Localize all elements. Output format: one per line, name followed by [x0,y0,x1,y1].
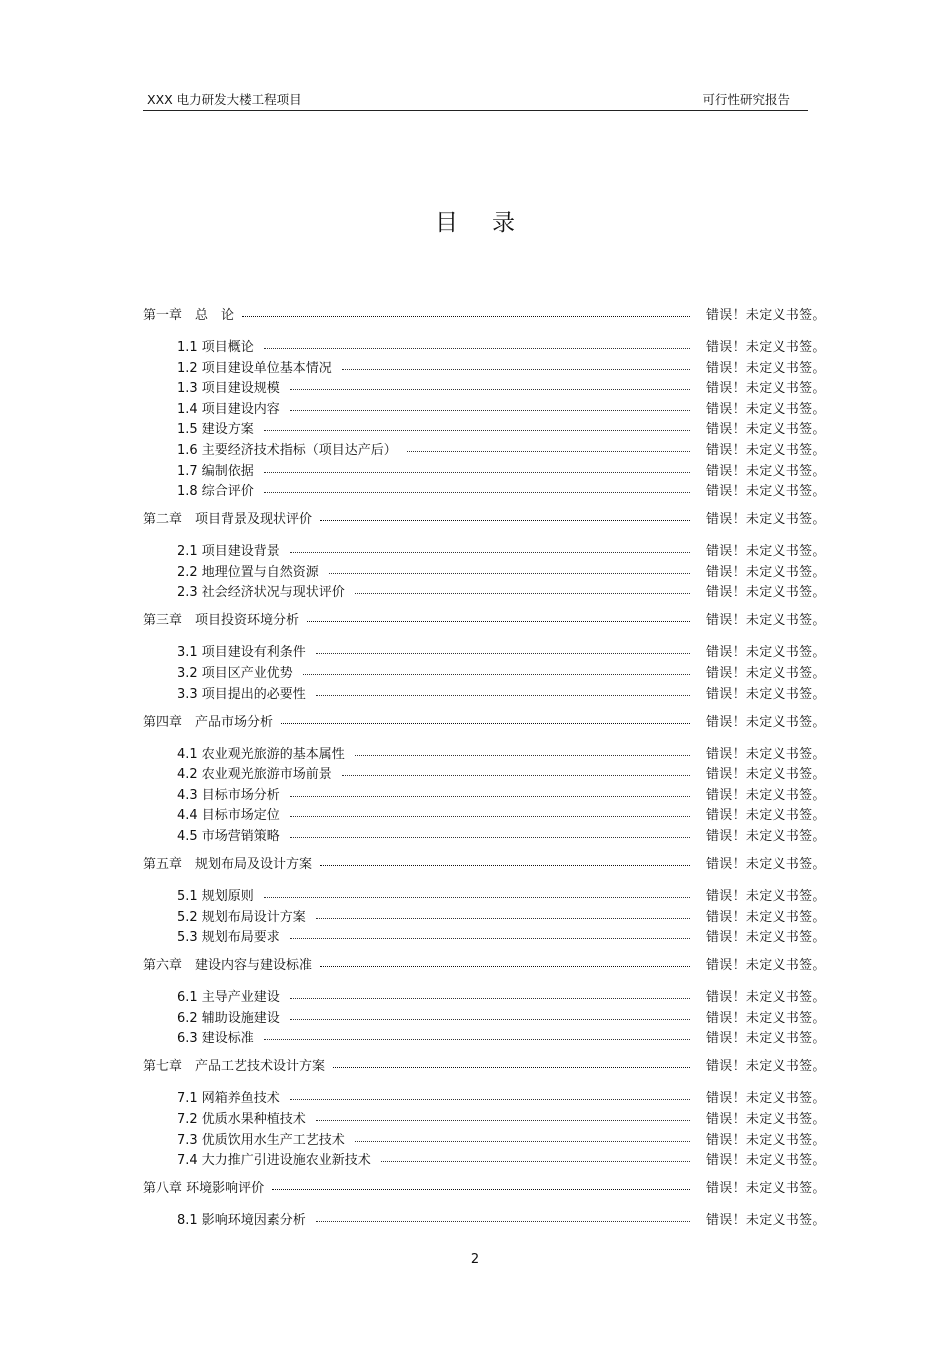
toc-section-entry[interactable] [177,804,830,822]
toc-page-ref: 错误！未定义书签。 [706,464,826,479]
toc-page-ref: 错误！未定义书签。 [706,308,826,323]
toc-dot-leader [290,938,690,939]
toc-page-ref: 错误！未定义书签。 [706,715,826,730]
toc-page-ref: 错误！未定义书签。 [706,808,826,823]
toc-entry-label: 5.3 规划布局要求 [177,930,280,945]
toc-dot-leader [242,316,690,317]
toc-entry-label: 6.2 辅助设施建设 [177,1011,280,1026]
toc-section-entry[interactable] [177,986,830,1004]
toc-page-ref: 错误！未定义书签。 [706,829,826,844]
toc-section-entry[interactable] [177,460,830,478]
toc-dot-leader [320,966,690,967]
toc-page-ref: 错误！未定义书签。 [706,857,826,872]
toc-dot-leader [316,918,690,919]
toc-entry-label: 1.8 综合评价 [177,484,254,499]
toc-entry-label: 5.2 规划布局设计方案 [177,910,306,925]
toc-entry-label: 1.4 项目建设内容 [177,402,280,417]
toc-page-ref: 错误！未定义书签。 [706,1133,826,1148]
toc-dot-leader [264,348,690,349]
toc-section-entry[interactable] [177,1149,830,1167]
toc-dot-leader [290,796,690,797]
toc-entry-label: 3.3 项目提出的必要性 [177,687,306,702]
toc-dot-leader [264,897,690,898]
toc-dot-leader [329,573,690,574]
toc-entry-label: 7.1 网箱养鱼技术 [177,1091,280,1106]
toc-dot-leader [342,369,690,370]
toc-chapter-entry[interactable] [143,1177,830,1195]
toc-entry-label: 6.1 主导产业建设 [177,990,280,1005]
toc-page-ref: 错误！未定义书签。 [706,889,826,904]
toc-dot-leader [307,621,690,622]
toc-chapter-entry[interactable] [143,1055,830,1073]
toc-entry-label: 7.4 大力推广引进设施农业新技术 [177,1153,371,1168]
toc-page-ref: 错误！未定义书签。 [706,585,826,600]
toc-entry-label: 5.1 规划原则 [177,889,254,904]
toc-dot-leader [333,1067,690,1068]
toc-section-entry[interactable] [177,683,830,701]
toc-dot-leader [320,865,690,866]
toc-dot-leader [290,1019,690,1020]
toc-entry-label: 4.2 农业观光旅游市场前景 [177,767,332,782]
toc-entry-label: 第三章 项目投资环境分析 [143,613,300,628]
toc-entry-label: 2.3 社会经济状况与现状评价 [177,585,345,600]
toc-page-ref: 错误！未定义书签。 [706,402,826,417]
toc-dot-leader [290,837,690,838]
toc-chapter-entry[interactable] [143,508,830,526]
toc-entry-label: 1.5 建设方案 [177,422,254,437]
toc-section-entry[interactable] [177,1108,830,1126]
toc-page-ref: 错误！未定义书签。 [706,788,826,803]
toc-section-entry[interactable] [177,926,830,944]
toc-dot-leader [264,492,690,493]
toc-page-ref: 错误！未定义书签。 [706,990,826,1005]
toc-dot-leader [407,451,690,452]
toc-dot-leader [355,593,690,594]
toc-page-ref: 错误！未定义书签。 [706,910,826,925]
toc-page-ref: 错误！未定义书签。 [706,645,826,660]
toc-entry-label: 1.1 项目概论 [177,340,254,355]
toc-dot-leader [303,674,690,675]
toc-section-entry[interactable] [177,540,830,558]
toc-entry-label: 4.3 目标市场分析 [177,788,280,803]
toc-chapter-entry[interactable] [143,609,830,627]
toc-section-entry[interactable] [177,439,830,457]
toc-page-ref: 错误！未定义书签。 [706,1031,826,1046]
toc-entry-label: 第七章 产品工艺技术设计方案 [143,1059,326,1074]
toc-entry-label: 2.2 地理位置与自然资源 [177,565,319,580]
toc-page-ref: 错误！未定义书签。 [706,1153,826,1168]
toc-page-ref: 错误！未定义书签。 [706,484,826,499]
toc-entry-label: 第二章 项目背景及现状评价 [143,512,313,527]
toc-page-ref: 错误！未定义书签。 [706,1011,826,1026]
toc-chapter-entry[interactable] [143,954,830,972]
toc-section-entry[interactable] [177,1027,830,1045]
toc-section-entry[interactable] [177,581,830,599]
toc-entry-label: 7.3 优质饮用水生产工艺技术 [177,1133,345,1148]
toc-section-entry[interactable] [177,641,830,659]
toc-section-entry[interactable] [177,398,830,416]
toc-page-ref: 错误！未定义书签。 [706,930,826,945]
toc-section-entry[interactable] [177,1209,830,1227]
header-report-type: 可行性研究报告 [702,92,790,107]
toc-chapter-entry[interactable] [143,853,830,871]
toc-dot-leader [264,1039,690,1040]
toc-entry-label: 1.7 编制依据 [177,464,254,479]
toc-page-ref: 错误！未定义书签。 [706,666,826,681]
toc-section-entry[interactable] [177,885,830,903]
toc-page-ref: 错误！未定义书签。 [706,1059,826,1074]
toc-entry-label: 7.2 优质水果种植技术 [177,1112,306,1127]
toc-page-ref: 错误！未定义书签。 [706,1091,826,1106]
toc-page-ref: 错误！未定义书签。 [706,443,826,458]
toc-entry-label: 3.2 项目区产业优势 [177,666,293,681]
toc-entry-label: 6.3 建设标准 [177,1031,254,1046]
toc-section-entry[interactable] [177,1007,830,1025]
toc-section-entry[interactable] [177,1129,830,1147]
page-number: 2 [470,1252,480,1267]
toc-section-entry[interactable] [177,377,830,395]
toc-page-ref: 错误！未定义书签。 [706,747,826,762]
toc-section-entry[interactable] [177,357,830,375]
toc-dot-leader [316,1120,690,1121]
toc-page-ref: 错误！未定义书签。 [706,422,826,437]
toc-page-ref: 错误！未定义书签。 [706,687,826,702]
toc-dot-leader [290,389,690,390]
toc-chapter-entry[interactable] [143,304,830,322]
toc-page-ref: 错误！未定义书签。 [706,958,826,973]
toc-dot-leader [381,1161,690,1162]
toc-dot-leader [290,816,690,817]
toc-section-entry[interactable] [177,480,830,498]
toc-section-entry[interactable] [177,1087,830,1105]
toc-dot-leader [316,1221,690,1222]
toc-section-entry[interactable] [177,906,830,924]
toc-section-entry[interactable] [177,825,830,843]
toc-chapter-entry[interactable] [143,711,830,729]
toc-page-ref: 错误！未定义书签。 [706,381,826,396]
toc-dot-leader [316,653,690,654]
toc-dot-leader [320,520,690,521]
toc-dot-leader [264,430,690,431]
toc-entry-label: 3.1 项目建设有利条件 [177,645,306,660]
toc-dot-leader [281,723,690,724]
toc-dot-leader [355,1141,690,1142]
toc-entry-label: 第六章 建设内容与建设标准 [143,958,313,973]
toc-section-entry[interactable] [177,418,830,436]
toc-dot-leader [264,472,690,473]
page-title: 目录 [435,210,549,236]
toc-section-entry[interactable] [177,336,830,354]
toc-section-entry[interactable] [177,784,830,802]
toc-dot-leader [290,1099,690,1100]
toc-page-ref: 错误！未定义书签。 [706,1181,826,1196]
toc-entry-label: 1.2 项目建设单位基本情况 [177,361,332,376]
toc-entry-label: 第四章 产品市场分析 [143,715,274,730]
toc-page-ref: 错误！未定义书签。 [706,340,826,355]
toc-dot-leader [290,998,690,999]
toc-entry-label: 第一章 总 论 [143,308,235,323]
toc-entry-label: 1.6 主要经济技术指标（项目达产后） [177,443,397,458]
toc-dot-leader [316,695,690,696]
toc-page-ref: 错误！未定义书签。 [706,544,826,559]
toc-section-entry[interactable] [177,561,830,579]
toc-section-entry[interactable] [177,743,830,761]
toc-page-ref: 错误！未定义书签。 [706,613,826,628]
toc-entry-label: 2.1 项目建设背景 [177,544,280,559]
toc-entry-label: 第五章 规划布局及设计方案 [143,857,313,872]
toc-page-ref: 错误！未定义书签。 [706,1112,826,1127]
toc-entry-label: 第八章 环境影响评价 [143,1181,265,1196]
toc-section-entry[interactable] [177,763,830,781]
toc-entry-label: 4.5 市场营销策略 [177,829,280,844]
toc-dot-leader [342,775,690,776]
toc-section-entry[interactable] [177,662,830,680]
toc-entry-label: 8.1 影响环境因素分析 [177,1213,306,1228]
toc-entry-label: 4.4 目标市场定位 [177,808,280,823]
toc-page-ref: 错误！未定义书签。 [706,767,826,782]
toc-entry-label: 4.1 农业观光旅游的基本属性 [177,747,345,762]
toc-page-ref: 错误！未定义书签。 [706,512,826,527]
toc-page-ref: 错误！未定义书签。 [706,1213,826,1228]
toc-dot-leader [290,552,690,553]
toc-entry-label: 1.3 项目建设规模 [177,381,280,396]
toc-dot-leader [355,755,690,756]
header-project-name: XXX 电力研发大楼工程项目 [147,92,302,107]
toc-page-ref: 错误！未定义书签。 [706,361,826,376]
toc-page-ref: 错误！未定义书签。 [706,565,826,580]
toc-dot-leader [272,1189,690,1190]
toc-dot-leader [290,410,690,411]
